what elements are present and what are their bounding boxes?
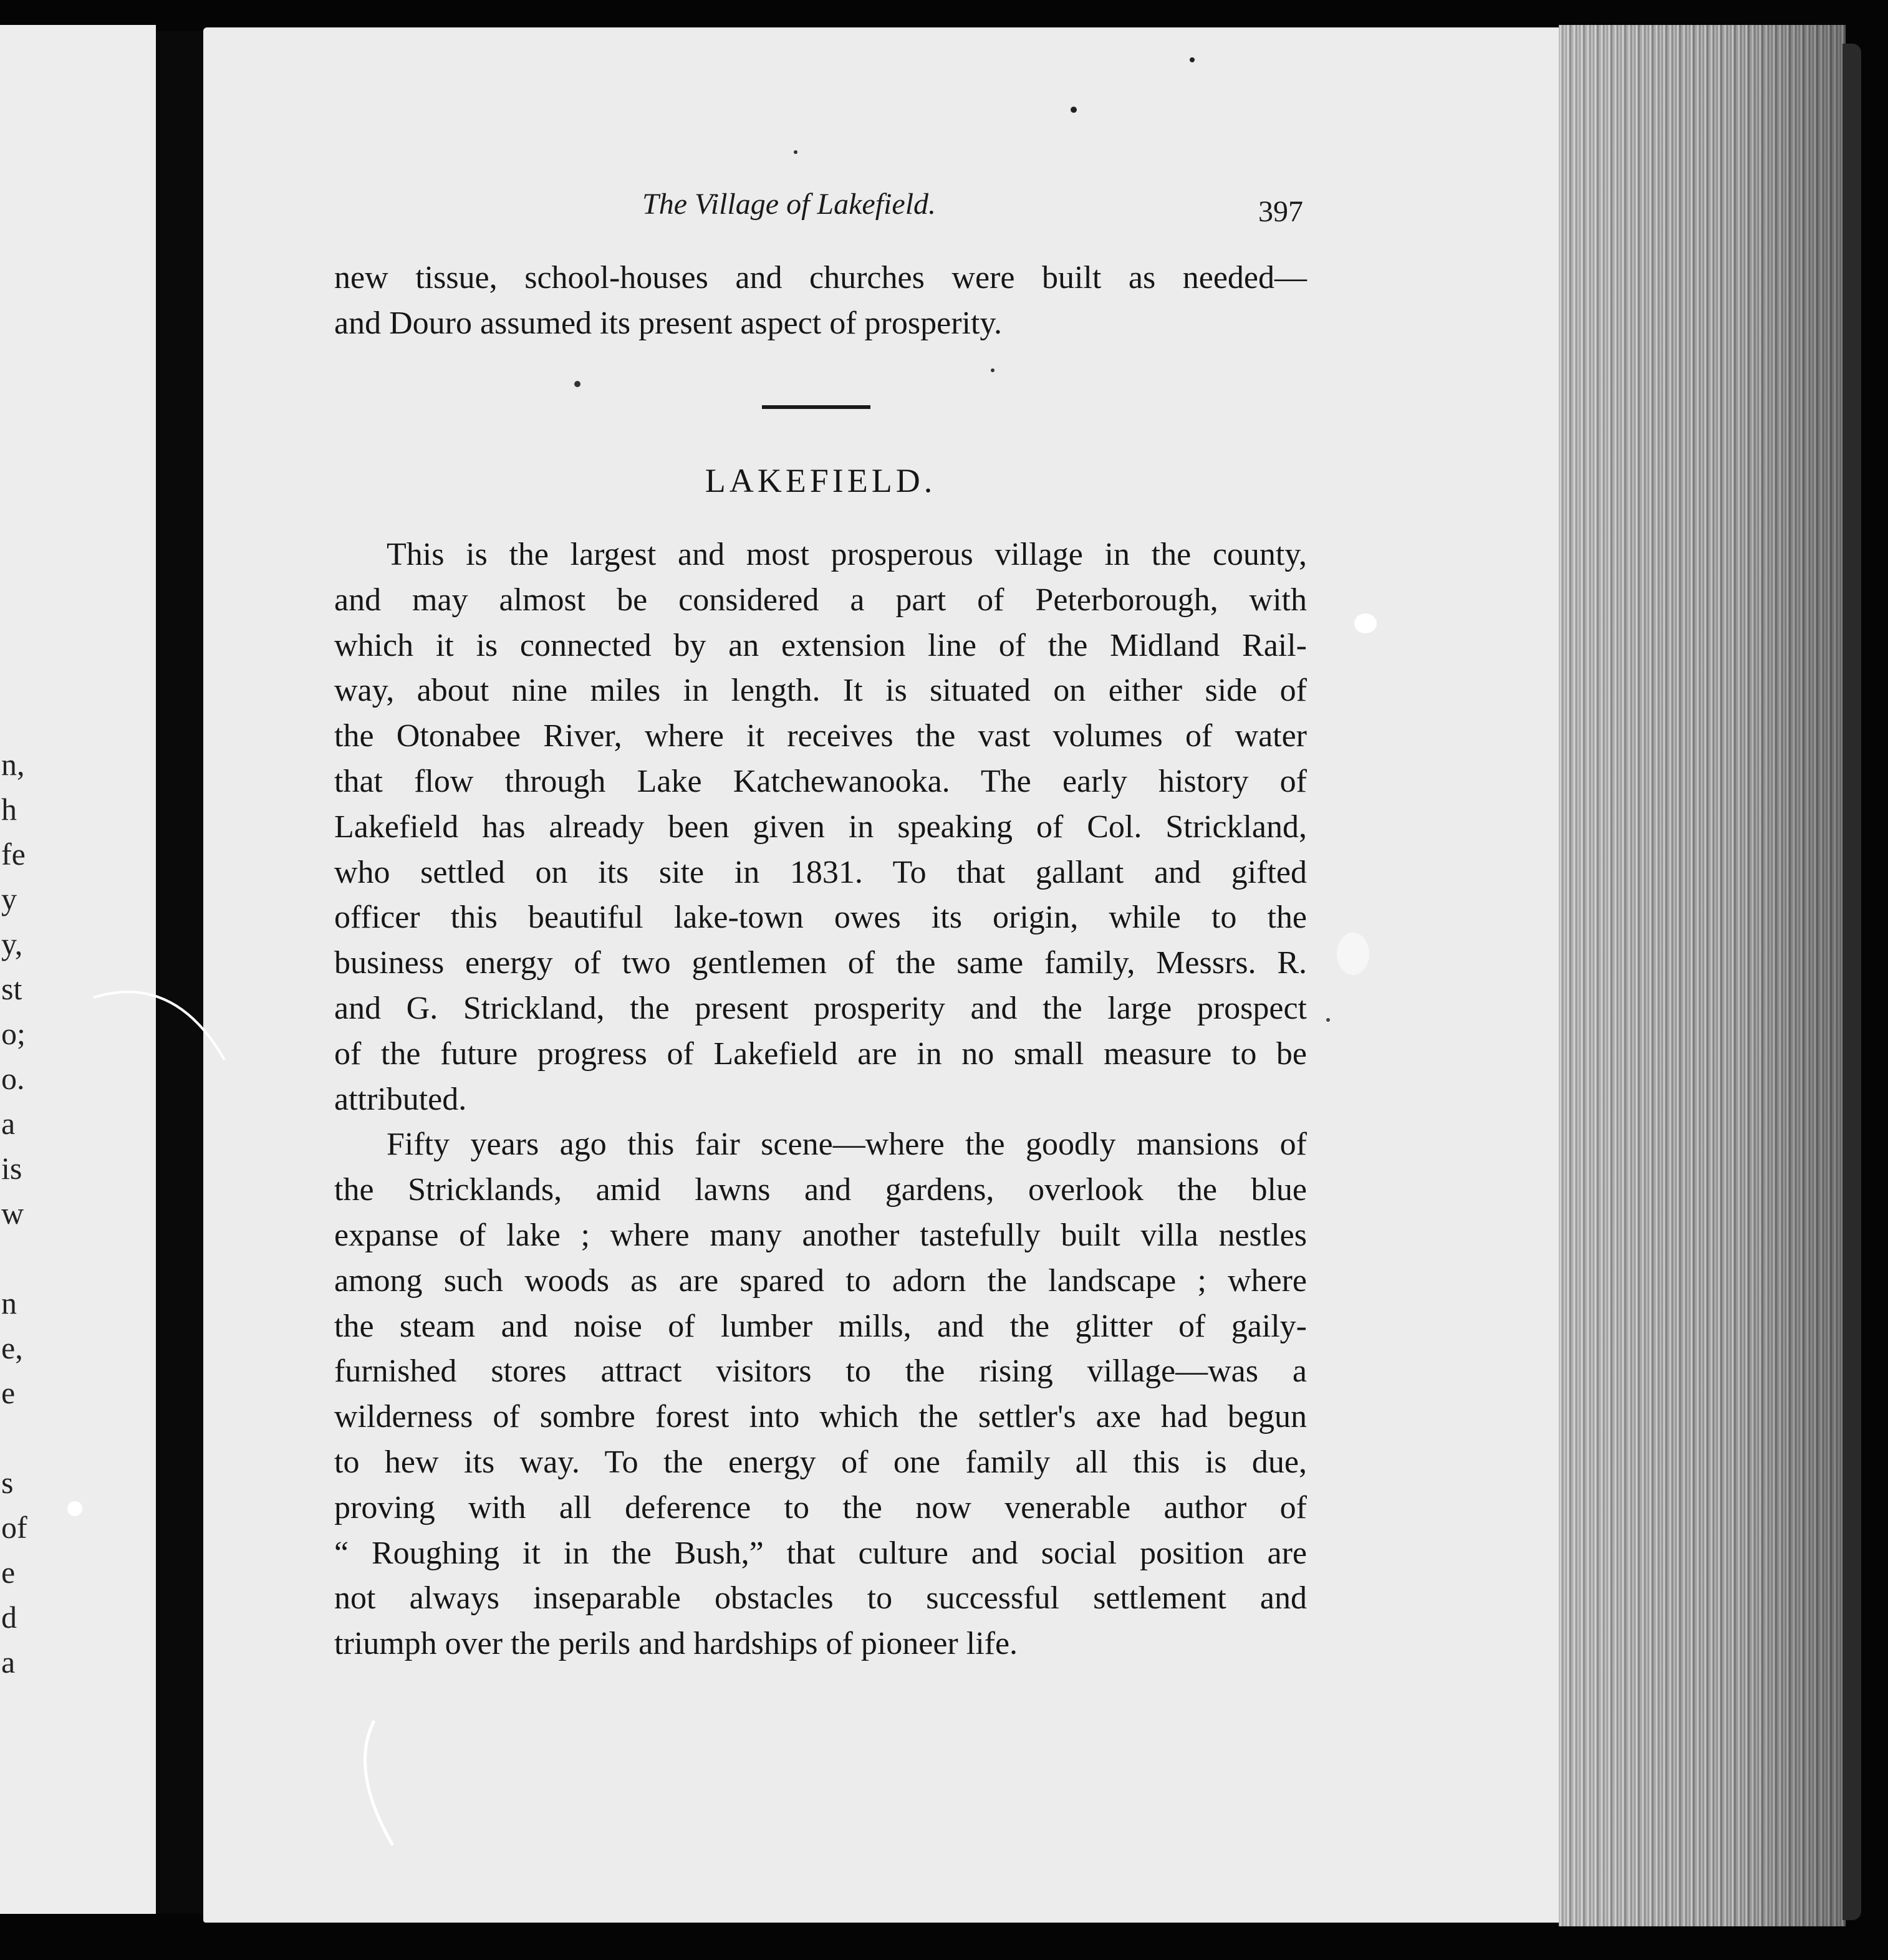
section-heading: LAKEFIELD. — [705, 462, 937, 499]
text-line: to hew its way. To the energy of one family all this is due, — [334, 1444, 1307, 1480]
text-line: way, about nine miles in length. It is situated on either side of — [334, 673, 1307, 709]
text-line: triumph over the perils and hardships of pioneer life. — [334, 1626, 1018, 1662]
left-edge-char: of — [1, 1510, 27, 1545]
text-line: the steam and noise of lumber mills, and the glitter of gaily- — [334, 1308, 1307, 1344]
left-edge-char: n — [1, 1285, 17, 1320]
running-title: The Village of Lakefield. — [642, 188, 937, 221]
left-edge-char: d — [1, 1600, 17, 1635]
text-line: Lakefield has already been given in speaking of Col. Strickland, — [334, 809, 1307, 845]
left-edge-char: w — [1, 1196, 24, 1231]
left-edge-char: s — [1, 1465, 14, 1500]
left-edge-char: e — [1, 1555, 16, 1590]
book-cover-edge — [1842, 44, 1861, 1920]
text-line: which it is connected by an extension line of the Midland Rail- — [334, 627, 1307, 663]
text-line: furnished stores attract visitors to the rising village—was a — [334, 1353, 1307, 1390]
text-line: wilderness of sombre forest into which the settler's axe had begun — [334, 1399, 1307, 1435]
text-line: officer this beautiful lake-town owes its origin, while to the — [334, 900, 1307, 936]
left-edge-char: o. — [1, 1061, 25, 1096]
left-edge-char — [1, 1236, 57, 1280]
text-line: expanse of lake ; where many another tastefully built villa nestles — [334, 1217, 1307, 1253]
stacked-page-edges — [1559, 25, 1846, 1926]
text-line: not always inseparable obstacles to successful settlement and — [334, 1580, 1307, 1617]
text-line: who settled on its site in 1831. To that gallant and gifted — [334, 854, 1307, 890]
left-page-edge-text — [1, 742, 57, 1684]
text-line: proving with all deference to the now venerable author of — [334, 1489, 1307, 1525]
text-line: the Otonabee River, where it receives the vast volumes of water — [334, 718, 1307, 754]
text-line: business energy of two gentlemen of the same family, Messrs. R. — [334, 945, 1307, 981]
left-edge-char: y, — [1, 926, 23, 961]
left-edge-char: is — [1, 1151, 22, 1186]
left-edge-char: st — [1, 971, 22, 1006]
left-page-fragment — [0, 25, 156, 1914]
left-edge-char: n, — [1, 747, 25, 782]
text-line: and Douro assumed its present aspect of prosperity. — [334, 305, 1003, 341]
text-line: and G. Strickland, the present prosperity and the large prospect — [334, 990, 1307, 1026]
left-edge-char: h — [1, 792, 17, 827]
text-line: new tissue, school-houses and churches were built as needed— — [334, 260, 1307, 295]
text-line: among such woods as are spared to adorn the landscape ; where — [334, 1262, 1307, 1299]
section-divider-rule — [762, 405, 870, 409]
text-line: “ Roughing it in the Bush,” that culture and social position are — [334, 1535, 1307, 1571]
book-gutter — [156, 31, 203, 1914]
left-edge-char: e — [1, 1375, 16, 1410]
text-line: attributed. — [334, 1081, 467, 1117]
left-edge-char: a — [1, 1106, 16, 1141]
text-line: This is the largest and most prosperous village in the county, — [387, 537, 1307, 572]
left-edge-char — [1, 1415, 57, 1460]
continued-paragraph — [334, 256, 1307, 347]
left-edge-char: o; — [1, 1016, 26, 1051]
left-edge-char: fe — [1, 837, 26, 872]
left-edge-char: y — [1, 882, 17, 916]
left-edge-char: e, — [1, 1330, 23, 1365]
text-line: Fifty years ago this fair scene—where the goodly mansions of — [387, 1127, 1307, 1163]
text-line: the Stricklands, amid lawns and gardens, overlook the blue — [334, 1172, 1307, 1208]
page-number: 397 — [1258, 195, 1303, 228]
text-line: and may almost be considered a part of Peterborough, with — [334, 582, 1307, 618]
body-text — [334, 532, 1307, 1667]
left-edge-char: a — [1, 1645, 16, 1679]
text-line: of the future progress of Lakefield are in no small measure to be — [334, 1035, 1307, 1072]
text-line: that flow through Lake Katchewanooka. The early history of — [334, 763, 1307, 799]
